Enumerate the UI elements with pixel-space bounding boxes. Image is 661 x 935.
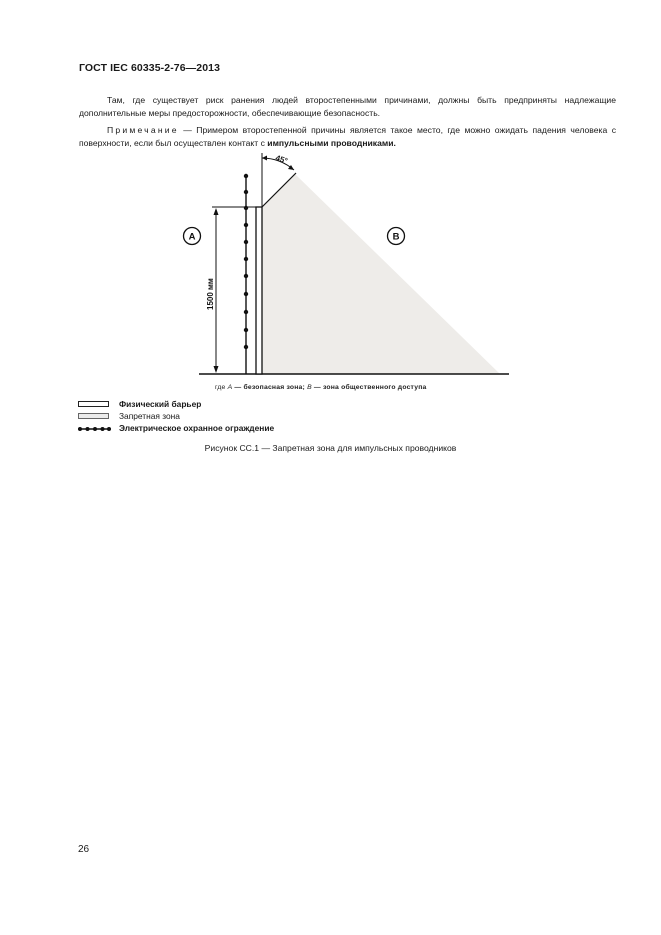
fence-insulator bbox=[244, 240, 248, 244]
zone-a-label: A bbox=[188, 231, 196, 243]
figure-where-caption bbox=[215, 384, 427, 391]
note-text: — Примером второстепенной причины является такое место, где можно ожидать падения человека с поверхности, если был осуществлен контакт с bbox=[79, 125, 616, 148]
fence-insulator bbox=[244, 190, 248, 194]
fence-insulator bbox=[244, 223, 248, 227]
restricted-zone-diagram bbox=[170, 148, 520, 378]
fence-insulator bbox=[244, 274, 248, 278]
fence-insulator bbox=[244, 328, 248, 332]
height-label: 1500 мм bbox=[206, 278, 215, 310]
legend-label: Запретная зона bbox=[119, 411, 180, 421]
dimension-arrow-bottom bbox=[214, 366, 219, 373]
caption-a-text: — безопасная зона; bbox=[232, 384, 308, 391]
caption-b-symbol: B bbox=[307, 384, 312, 391]
document-header: ГОСТ IEC 60335-2-76—2013 bbox=[79, 62, 221, 74]
note-label: Примечание bbox=[107, 125, 179, 135]
figure-title: Рисунок СС.1 — Запретная зона для импульсных проводников bbox=[204, 443, 457, 453]
fence-insulator bbox=[244, 345, 248, 349]
physical-barrier bbox=[256, 207, 262, 374]
dimension-arrow-top bbox=[214, 208, 219, 215]
fence-insulator bbox=[244, 292, 248, 296]
paragraph-note bbox=[79, 124, 616, 149]
fence-swatch bbox=[78, 426, 111, 432]
caption-b-text: — зона общественного доступа bbox=[311, 384, 427, 391]
barrier-swatch bbox=[78, 401, 109, 407]
legend-label: Электрическое охранное ограждение bbox=[119, 423, 275, 433]
zone-b-label: B bbox=[392, 231, 400, 243]
legend-label: Физический барьер bbox=[119, 399, 202, 409]
caption-a-symbol: A bbox=[227, 384, 233, 391]
note-bold-text: импульсными проводниками. bbox=[267, 137, 396, 148]
fence-insulator bbox=[244, 174, 248, 178]
paragraph-risk: Там, где существует риск ранения людей второстепенными причинами, должны быть предприняты надлежащие дополнительные меры предосторожности, обеспечивающие безопасность. bbox=[79, 95, 616, 118]
fence-insulator bbox=[244, 206, 248, 210]
page-number: 26 bbox=[78, 844, 90, 855]
zone-swatch bbox=[78, 413, 109, 419]
fence-insulator bbox=[244, 310, 248, 314]
fence-insulator bbox=[244, 257, 248, 261]
caption-prefix: где bbox=[215, 384, 228, 391]
angle-arrowhead-left bbox=[262, 156, 267, 161]
restricted-zone-area bbox=[262, 174, 500, 374]
angle-label: 45° bbox=[274, 153, 289, 166]
